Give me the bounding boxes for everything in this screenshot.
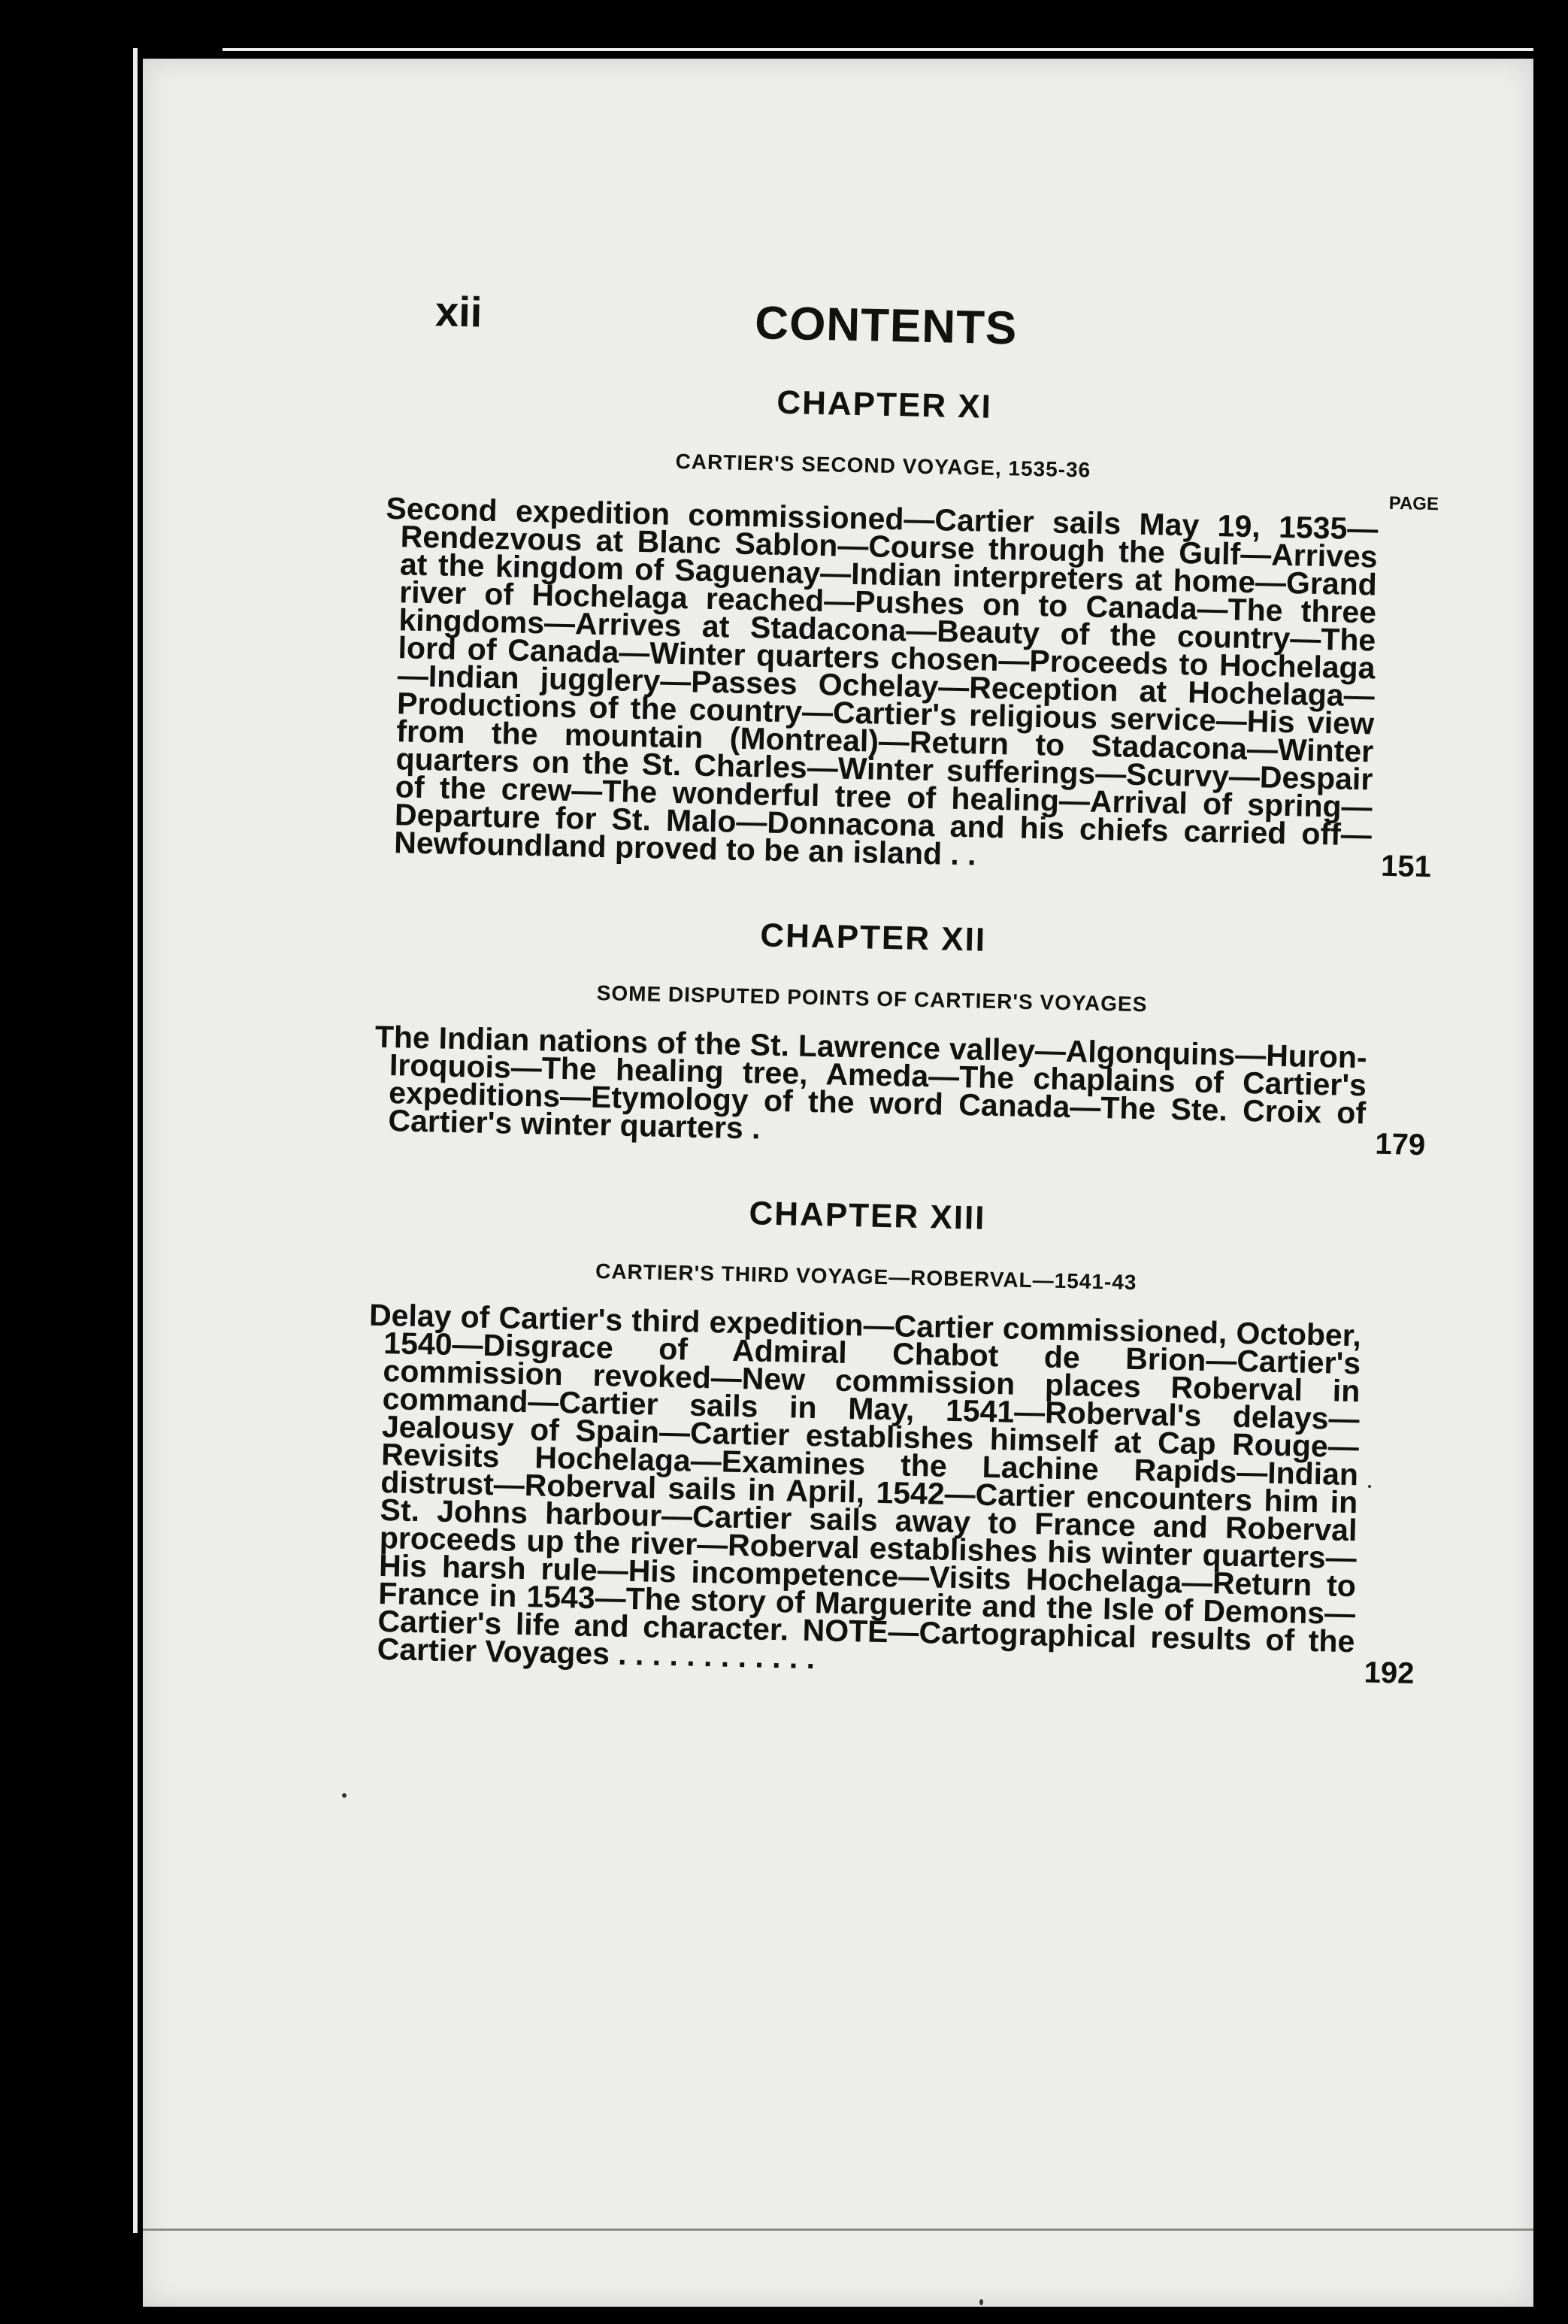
chapter-subtitle: CARTIER'S THIRD VOYAGE—ROBERVAL—1541-43 (595, 1259, 1137, 1295)
chapter-block (373, 909, 1426, 1162)
chapter-block (379, 376, 1439, 884)
chapter-heading: CHAPTER XI (776, 383, 993, 426)
chapter-summary (373, 1019, 1426, 1162)
chapter-summary (362, 1297, 1415, 1690)
page-title: CONTENTS (754, 297, 1019, 355)
summary-text: Delay of Cartier's third expedition—Cartier commissioned, October, 1540—Disgrace of Admiral Chabot de Brion—Cartier's commission revoked—New commission places Roberval in command—Cartier sails in May, 1541—Roberval's delays—Jealousy of Spain—Cartier establishes himself at Cap Rouge—Revisits Hochelaga—Examines the Lachine Rapids—Indian distrust—Roberval sails in April, 1542—Cartier encounters him in St. Johns harbour—Cartier sails away to France and Roberval proceeds up the river—Roberval establishes his winter quarters—His harsh rule—His incompetence—Visits Hochelaga—Return to France in 1543—The story of Marguerite and the Isle of Demons—Cartier's life and character. NOTE—Cartographical results of the Cartier Voyages . . . . . . . . . . . . (368, 1297, 1362, 1676)
scan-speck (1368, 1485, 1371, 1488)
summary-text: Second expedition commissioned—Cartier sails May 19, 1535—Rendezvous at Blanc Sablon—Course through the Gulf—Arrives at the kingdom of Saguenay—Indian interpreters at home—Grand river of Hochelaga reached—Pushes on to Canada—The three kingdoms—Arrives at Stadacona—Beauty of the country—The lord of Canada—Winter quarters chosen—Proceeds to Hochelaga—Indian jugglery—Passes Ochelay—Reception at Hochelaga—Productions of the country—Cartier's religious service—His view from the mountain (Montreal)—Return to Stadacona—Winter quarters on the St. Charles—Winter sufferings—Scurvy—Despair of the crew—The wonderful tree of healing—Arrival of spring—Departure for St. Malo—Donnacona and his chiefs carried off—Newfoundland proved to be an island . . (386, 490, 1379, 872)
chapter-heading: CHAPTER XII (759, 917, 987, 959)
page-number: xii (434, 287, 483, 336)
chapter-page-number: 192 (1364, 1656, 1415, 1690)
chapter-subtitle: CARTIER'S SECOND VOYAGE, 1535-36 (675, 449, 1091, 482)
scan-speck (342, 1793, 347, 1798)
contents-page-text (362, 278, 1439, 1690)
scan-speck (979, 2299, 983, 2305)
chapter-subtitle: SOME DISPUTED POINTS OF CARTIER'S VOYAGES (596, 980, 1148, 1017)
summary-text: The Indian nations of the St. Lawrence valley—Algonquins—Huron-Iroquois—The healing tree, Ameda—The chaplains of Cartier's expeditions—Etymology of the word Canada—The Ste. Croix of Cartier's winter quarters . (374, 1019, 1368, 1146)
page-edge (133, 48, 138, 2233)
chapter-page-number: 179 (1374, 1127, 1426, 1162)
chapter-page-number: 151 (1380, 849, 1432, 884)
page-column-label: PAGE (1388, 492, 1439, 515)
chapter-block (362, 1187, 1415, 1690)
page-edge-top (222, 48, 1533, 51)
chapter-heading: CHAPTER XIII (749, 1195, 986, 1237)
page-bottom-edge (143, 2229, 1533, 2231)
